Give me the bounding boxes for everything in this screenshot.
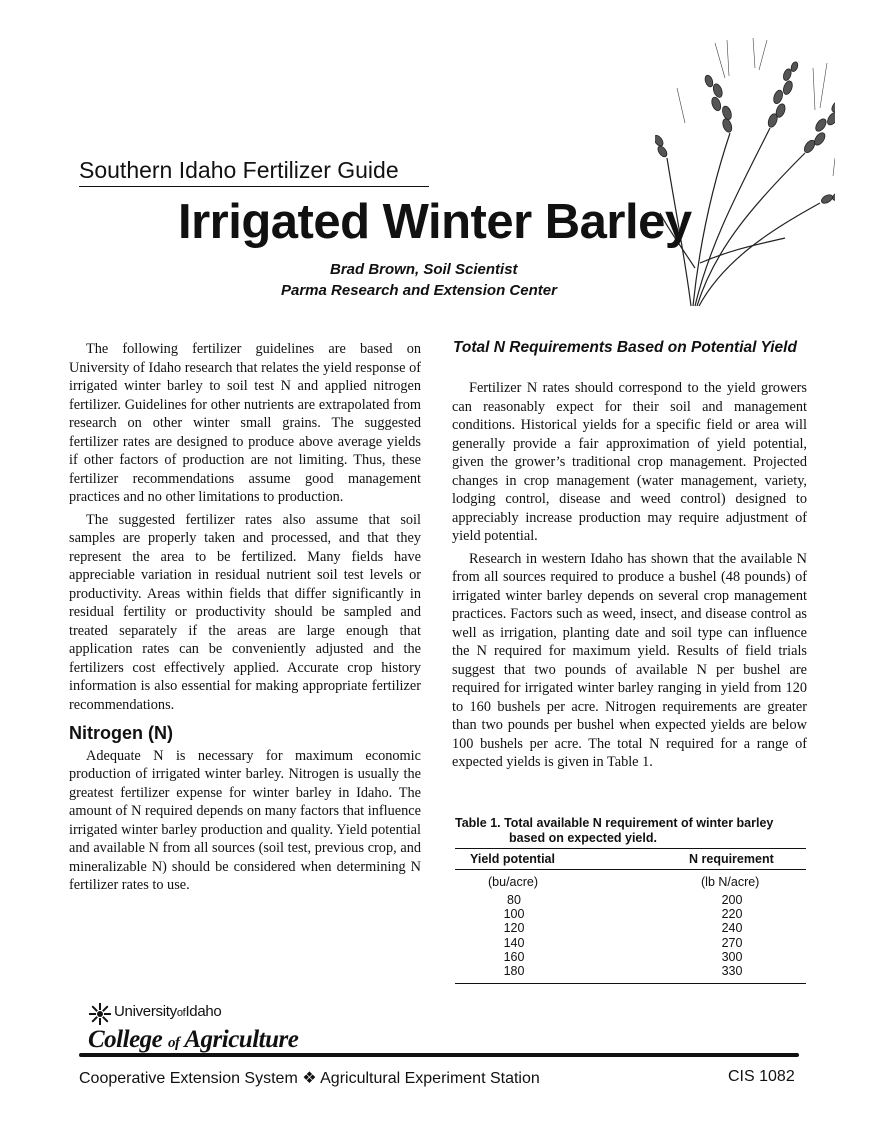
table-cell-n: 200 [721,893,743,907]
footer-systems: Cooperative Extension System ❖ Agricultural Experiment Station [79,1070,540,1087]
intro-paragraph: The following fertilizer guidelines are based on University of Idaho research that relates the yield response of irrigated winter barley to soil test N and applied nitrogen fertilizer. Guidelines for other nutrients are extrapolated from research on other winter small grains. The suggested fertilizer rates are designed to produce above average yields if other factors of production are not limiting. Thus, these fertilizer recommendations assume good management practices and no other limitations to production. [69,341,421,505]
table-top-rule [455,848,806,849]
soil-sample-paragraph: The suggested fertilizer rates also assume that soil samples are properly taken and processed, and that they represent the area to be fertilized. Many fields have appreciable variation in residual nutrient soil test levels or productivity. Areas within fields that differ significantly in residual fertility or productivity should be sampled and treated separately if the areas are large enough that application rates can be conveniently adjusted and the fertilizers cost effectively applied. Accurate crop history information is also essential for making appropriate fertilizer recommendations. [69,511,421,713]
table-cell-yield: 120 [503,921,525,936]
yield-paragraph: Fertilizer N rates should correspond to the yield growers can reasonably expect for their soil and management conditions. Historical yields for a specific field or area will generally provide a fair approximation of yield potential, given the grower’s traditional crop management. Projected changes in crop management (water management, variety, lodging control, disease and weed control) designed to appreciably increase production may require adjustment of yield potential. [452,380,807,544]
university-name [114,1003,221,1020]
left-column [69,340,421,899]
table-caption-line2: based on expected yield. [509,831,657,845]
university-name-of: of [176,1007,186,1019]
table-unit-n: (lb N/acre) [701,875,760,889]
publication-id: CIS 1082 [728,1068,795,1085]
table-caption-line1: Table 1. Total available N requirement of winter barley [455,816,774,830]
table-cell-n: 330 [721,964,743,979]
table-cell-n: 220 [721,907,743,922]
page-title: Irrigated Winter Barley [178,195,692,249]
table-cell-yield: 140 [503,935,525,950]
table-bottom-rule [455,983,806,984]
college-name-of: of [168,1035,180,1051]
table-header-n: N requirement [689,852,774,866]
table-cell-n: 300 [721,949,743,964]
college-name [88,1026,298,1054]
university-logo-icon [88,1002,112,1026]
college-name-a: College [88,1026,163,1053]
table-caption [455,816,805,846]
research-center-line: Parma Research and Extension Center [281,282,557,299]
university-name-b: Idaho [185,1003,222,1020]
university-name-a: University [114,1003,177,1020]
series-title: Southern Idaho Fertilizer Guide [79,157,399,183]
series-underline [79,186,429,187]
nitrogen-paragraph: Adequate N is necessary for maximum economic production of irrigated winter barley. Nitrogen is usually the greatest fertilizer expense for winter barley in Idaho. The amount of N required depends on many factors that influence irrigated winter barley production and quality. Yield potential and available N from all sources (soil test, previous crop, and mineralizable N) should be considered when determining N fertilizer rates to use. [69,747,421,893]
table-cell-yield: 80 [507,893,521,907]
nitrogen-heading: Nitrogen (N) [69,723,173,743]
table-col-n [712,893,752,978]
college-name-b: Agriculture [184,1026,299,1053]
table-cell-yield: 180 [503,964,525,979]
table-cell-n: 270 [721,935,743,950]
research-paragraph: Research in western Idaho has shown that the available N from all sources required to produce a bushel (48 pounds) of irrigated winter barley depends on several crop management practices. Factors such as weed, insect, and disease control as well as irrigation, planting date and soil type can influence the N required for maximum yield. Results of field trials suggest that two pounds of available N per bushel are required for irrigated winter barley ranging in yield from 120 to 160 bushels per acre. Nitrogen requirements are greater than two pounds per bushel when expected yields are below 100 bushels per acre. The total N required for a range of expected yields is given in Table 1. [452,550,807,770]
table-unit-yield: (bu/acre) [488,875,539,889]
total-n-heading: Total N Requirements Based on Potential Yield [453,339,797,356]
table-col-yield [494,893,534,978]
table-cell-yield: 100 [503,907,525,922]
table-cell-yield: 160 [503,949,525,964]
right-column [452,379,807,776]
table-header-rule [455,869,806,870]
table-cell-n: 240 [721,921,743,936]
barley-illustration [655,38,835,308]
footer-rule [79,1053,799,1057]
table-header-yield: Yield potential [470,852,555,866]
author-line: Brad Brown, Soil Scientist [330,261,518,278]
